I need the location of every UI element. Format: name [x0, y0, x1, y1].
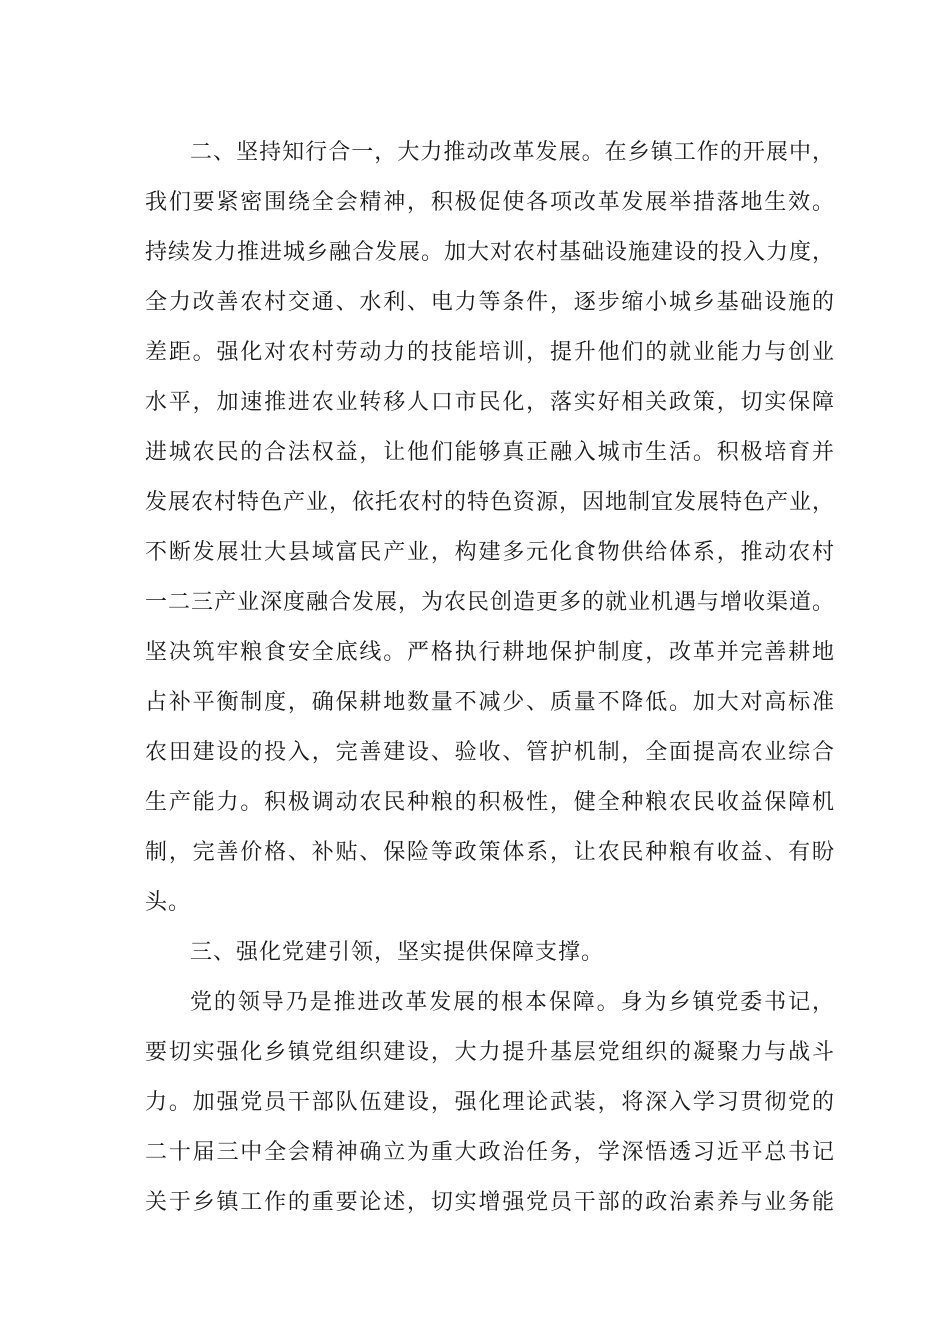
paragraph-line: 我们要紧密围绕全会精神，积极促使各项改革发展举措落地生效。: [145, 190, 835, 215]
document-body: [145, 128, 835, 1228]
paragraph-line: 制，完善价格、补贴、保险等政策体系，让农民种粮有收益、有盼: [145, 840, 835, 865]
paragraph-line: 发展农村特色产业，依托农村的特色资源，因地制宜发展特色产业，: [145, 490, 836, 515]
paragraph-line: 生产能力。积极调动农民种粮的积极性，健全种粮农民收益保障机: [145, 790, 835, 815]
paragraph-line: 不断发展壮大县域富民产业，构建多元化食物供给体系，推动农村: [145, 540, 835, 565]
paragraph-line: 占补平衡制度，确保耕地数量不减少、质量不降低。加大对高标准: [145, 690, 835, 715]
section-heading: 三、强化党建引领，坚实提供保障支撑。: [190, 940, 605, 965]
paragraph-line: 力。加强党员干部队伍建设，强化理论武装，将深入学习贯彻党的: [145, 1090, 835, 1115]
paragraph-line: 农田建设的投入，完善建设、验收、管护机制，全面提高农业综合: [145, 740, 835, 765]
paragraph-line: 差距。强化对农村劳动力的技能培训，提升他们的就业能力与创业: [145, 340, 835, 365]
paragraph-line: 水平，加速推进农业转移人口市民化，落实好相关政策，切实保障: [145, 390, 835, 415]
paragraph-line: 进城农民的合法权益，让他们能够真正融入城市生活。积极培育并: [145, 440, 835, 465]
paragraph-line: 关于乡镇工作的重要论述，切实增强党员干部的政治素养与业务能: [145, 1190, 835, 1215]
paragraph-line: 头。: [145, 890, 192, 915]
paragraph-line: 全力改善农村交通、水利、电力等条件，逐步缩小城乡基础设施的: [145, 290, 835, 315]
paragraph-line: 党的领导乃是推进改革发展的根本保障。身为乡镇党委书记，: [190, 990, 835, 1015]
paragraph-line: 坚决筑牢粮食安全底线。严格执行耕地保护制度，改革并完善耕地: [145, 640, 835, 665]
paragraph-line: 二十届三中全会精神确立为重大政治任务，学深悟透习近平总书记: [145, 1140, 835, 1165]
paragraph-line: 要切实强化乡镇党组织建设，大力提升基层党组织的凝聚力与战斗: [145, 1040, 835, 1065]
paragraph-line: 二、坚持知行合一，大力推动改革发展。在乡镇工作的开展中，: [190, 140, 835, 165]
paragraph-line: 一二三产业深度融合发展，为农民创造更多的就业机遇与增收渠道。: [145, 590, 836, 615]
paragraph-line: 持续发力推进城乡融合发展。加大对农村基础设施建设的投入力度，: [145, 240, 836, 265]
